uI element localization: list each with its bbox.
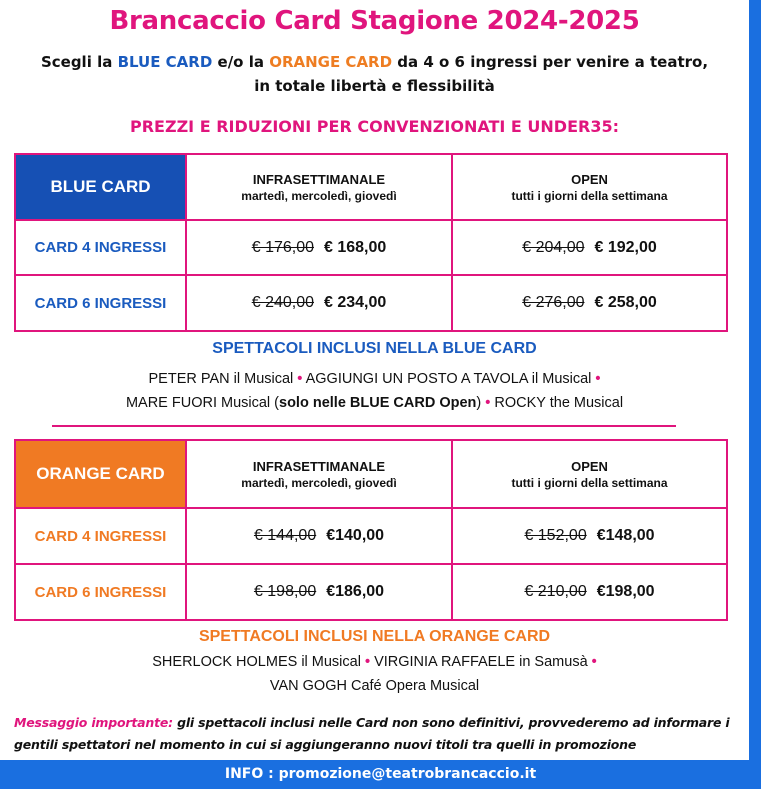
open-title: OPEN (571, 458, 608, 474)
open-price (452, 220, 727, 275)
table-row (15, 508, 727, 564)
orange-card-header: ORANGE CARD (15, 440, 186, 508)
old-price: € 204,00 (522, 238, 585, 256)
old-price: € 210,00 (524, 583, 587, 600)
open-price (452, 508, 727, 564)
show-item: AGGIUNGI UN POSTO A TAVOLA il Musical (305, 371, 592, 387)
separator: • (485, 395, 491, 411)
weekday-price (186, 508, 452, 564)
open-title: OPEN (571, 171, 608, 187)
old-price: € 152,00 (524, 527, 587, 544)
orange-open-header (452, 440, 727, 508)
weekday-sub: martedì, mercoledì, giovedì (241, 188, 397, 203)
row-label: CARD 4 INGRESSI (15, 508, 186, 564)
new-price: €148,00 (596, 527, 655, 544)
orange-shows-title: SPETTACOLI INCLUSI NELLA ORANGE CARD (198, 628, 551, 645)
open-price (452, 564, 727, 620)
row-label: CARD 6 INGRESSI (15, 275, 186, 331)
section-divider (52, 425, 676, 427)
weekday-title: INFRASETTIMANALE (252, 458, 386, 474)
new-price: €140,00 (326, 527, 385, 544)
separator: • (297, 371, 303, 387)
weekday-price (186, 564, 452, 620)
blue-shows-line-2 (0, 391, 749, 415)
separator: • (591, 654, 597, 670)
new-price: €198,00 (596, 583, 655, 600)
row-label: CARD 6 INGRESSI (15, 564, 186, 620)
blue-weekday-header (186, 154, 452, 220)
subtitle-post: da 4 o 6 ingressi per venire a teatro, (392, 53, 709, 71)
show-item: PETER PAN il Musical (148, 371, 294, 387)
row-label: CARD 4 INGRESSI (15, 220, 186, 275)
table-row (15, 564, 727, 620)
page-title: Brancaccio Card Stagione 2024-2025 (109, 6, 640, 36)
orange-shows-list (0, 650, 749, 698)
old-price: € 240,00 (251, 294, 314, 311)
open-sub: tutti i giorni della settimana (511, 188, 668, 203)
blue-card-header: BLUE CARD (15, 154, 186, 220)
footer-info: INFO : promozione@teatrobrancaccio.it (0, 760, 761, 789)
old-price: € 144,00 (253, 527, 317, 544)
prices-heading: PREZZI E RIDUZIONI PER CONVENZIONATI E UNDER35: (129, 117, 619, 136)
orange-weekday-header (186, 440, 452, 508)
weekday-price (186, 220, 452, 275)
new-price: €186,00 (326, 583, 385, 600)
orange-shows-line-1 (0, 650, 749, 674)
note-label: Messaggio importante: (14, 715, 173, 730)
blue-header-row (15, 154, 727, 220)
subtitle-line-1 (0, 50, 749, 74)
subtitle-blue-card: BLUE CARD (117, 53, 213, 71)
subtitle-mid: e/o la (212, 53, 270, 71)
new-price: € 192,00 (594, 238, 657, 256)
show-item: ROCKY the Musical (494, 395, 624, 411)
weekday-price (186, 275, 452, 331)
show-item: VAN GOGH Café Opera Musical (269, 678, 480, 694)
old-price: € 176,00 (251, 238, 314, 256)
show-item: VIRGINIA RAFFAELE in Samusà (374, 654, 588, 670)
orange-shows-line-2 (0, 674, 749, 698)
subtitle-pre: Scegli la (40, 53, 118, 71)
subtitle-orange-card: ORANGE CARD (269, 53, 393, 71)
open-price (452, 275, 727, 331)
blue-open-header (452, 154, 727, 220)
separator: • (364, 654, 371, 670)
open-sub: tutti i giorni della settimana (511, 475, 668, 490)
blue-card-table (14, 153, 728, 332)
old-price: € 276,00 (522, 294, 585, 311)
show-item-end: ) (476, 395, 482, 411)
weekday-sub: martedì, mercoledì, giovedì (241, 475, 397, 490)
table-row (15, 220, 727, 275)
subtitle-line-2: in totale libertà e flessibilità (254, 77, 495, 95)
note-text: gli spettacoli inclusi nelle Card non sono definitivi, provvederemo ad informare i gentili spettatori nel momento in cui si aggiungeranno nuovi titoli tra quelli in promozione (14, 715, 730, 752)
separator: • (595, 371, 601, 387)
show-item: MARE FUORI Musical ( (125, 395, 280, 411)
blue-shows-list (0, 367, 749, 415)
table-row (15, 275, 727, 331)
right-accent-bar (749, 0, 761, 789)
show-item: SHERLOCK HOLMES il Musical (152, 654, 361, 670)
new-price: € 234,00 (324, 294, 387, 311)
old-price: € 198,00 (253, 583, 317, 600)
subtitle (0, 50, 749, 98)
show-note: solo nelle BLUE CARD Open (279, 395, 477, 411)
blue-shows-title: SPETTACOLI INCLUSI NELLA BLUE CARD (212, 340, 537, 357)
weekday-title: INFRASETTIMANALE (252, 171, 386, 187)
new-price: € 168,00 (324, 238, 387, 256)
blue-shows-line-1 (0, 367, 749, 391)
new-price: € 258,00 (594, 294, 657, 311)
orange-card-table (14, 439, 728, 621)
important-note (14, 712, 734, 756)
orange-header-row (15, 440, 727, 508)
